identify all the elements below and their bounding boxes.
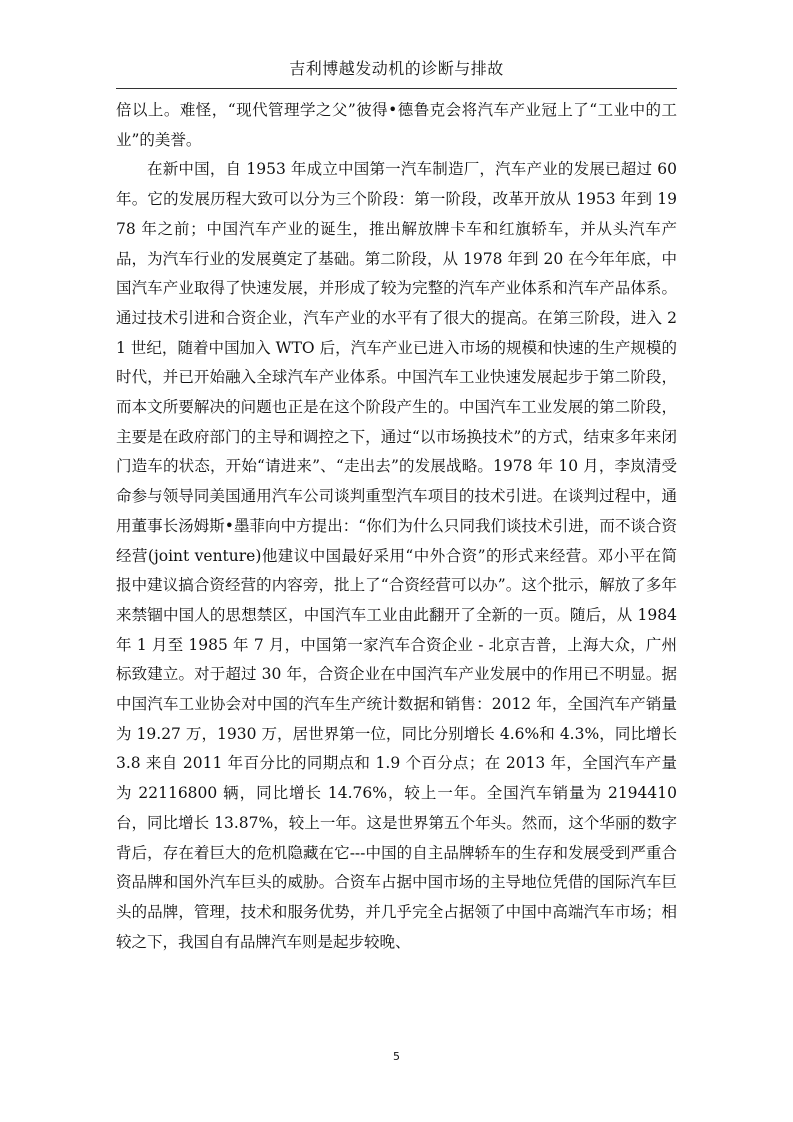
paragraph-continuation: 倍以上。难怪，“现代管理学之父”彼得•德鲁克会将汽车产业冠上了“工业中的工业”的美誉。 xyxy=(116,101,677,149)
paragraph-history: 在新中国，自 1953 年成立中国第一汽车制造厂，汽车产业的发展已超过 60 年。它的发展历程大致可以分为三个阶段：第一阶段，改革开放从 1953 年到 1978 年之前；中国汽车产业的诞生，推出解放牌卡车和红旗轿车，并从头汽车产品，为汽车行业的发展奠定了基础。第二阶段，从 1978 年到 20 在今年年底，中国汽车产业取得了快速发展，并形成了较为完整的汽车产业体系和汽车产品体系。通过技术引进和合资企业，汽车产业的水平有了很大的提高。在第三阶段，进入 21 世纪，随着中国加入 WTO 后，汽车产业已进入市场的规模和快速的生产规模的时代，并已开始融入全球汽车产业体系。中国汽车工业快速发展起步于第二阶段，而本文所要解决的问题也正是在这个阶段产生的。中国汽车工业发展的第二阶段，主要是在政府部门的主导和调控之下，通过“以市场换技术”的方式，结束多年来闭门造车的状态，开始“请进来”、“走出去”的发展战略。1978 年 10 月，李岚清受命参与领导同美国通用汽车公司谈判重型汽车项目的技术引进。在谈判过程中，通用董事长汤姆斯•墨菲向中方提出：“你们为什么只同我们谈技术引进，而不谈合资经营(joint venture)他建议中国最好采用“中外合资”的形式来经营。邓小平在简报中建议搞合资经营的内容旁，批上了“合资经营可以办”。这个批示，解放了多年来禁锢中国人的思想禁区，中国汽车工业由此翻开了全新的一页。随后，从 1984 年 1 月至 1985 年 7 月，中国第一家汽车合资企业 - 北京吉普，上海大众，广州标致建立。对于超过 30 年，合资企业在中国汽车产业发展中的作用已不明显。据中国汽车工业协会对中国的汽车生产统计数据和销售：2012 年，全国汽车产销量为 19.27 万，1930 万，居世界第一位，同比分别增长 4.6%和 4.3%，同比增长 3.8 来自 2011 年百分比的同期点和 1.9 个百分点；在 2013 年，全国汽车产量为 22116800 辆，同比增长 14.76%，较上一年。全国汽车销量为 2194410 台，同比增长 13.87%，较上一年。这是世界第五个年头。然而，这个华丽的数字背后，存在着巨大的危机隐藏在它---中国的自主品牌轿车的生存和发展受到严重合资品牌和国外汽车巨头的威胁。合资车占据中国市场的主导地位凭借的国际汽车巨头的品牌，管理，技术和服务优势，并几乎完全占据领了中国中高端汽车市场；相较之下，我国自有品牌汽车则是起步较晚、 xyxy=(116,160,677,951)
header-divider xyxy=(116,88,677,89)
page-header-title: 吉利博越发动机的诊断与排故 xyxy=(289,59,504,78)
body-text xyxy=(116,96,677,957)
page-number: 5 xyxy=(393,1050,400,1063)
